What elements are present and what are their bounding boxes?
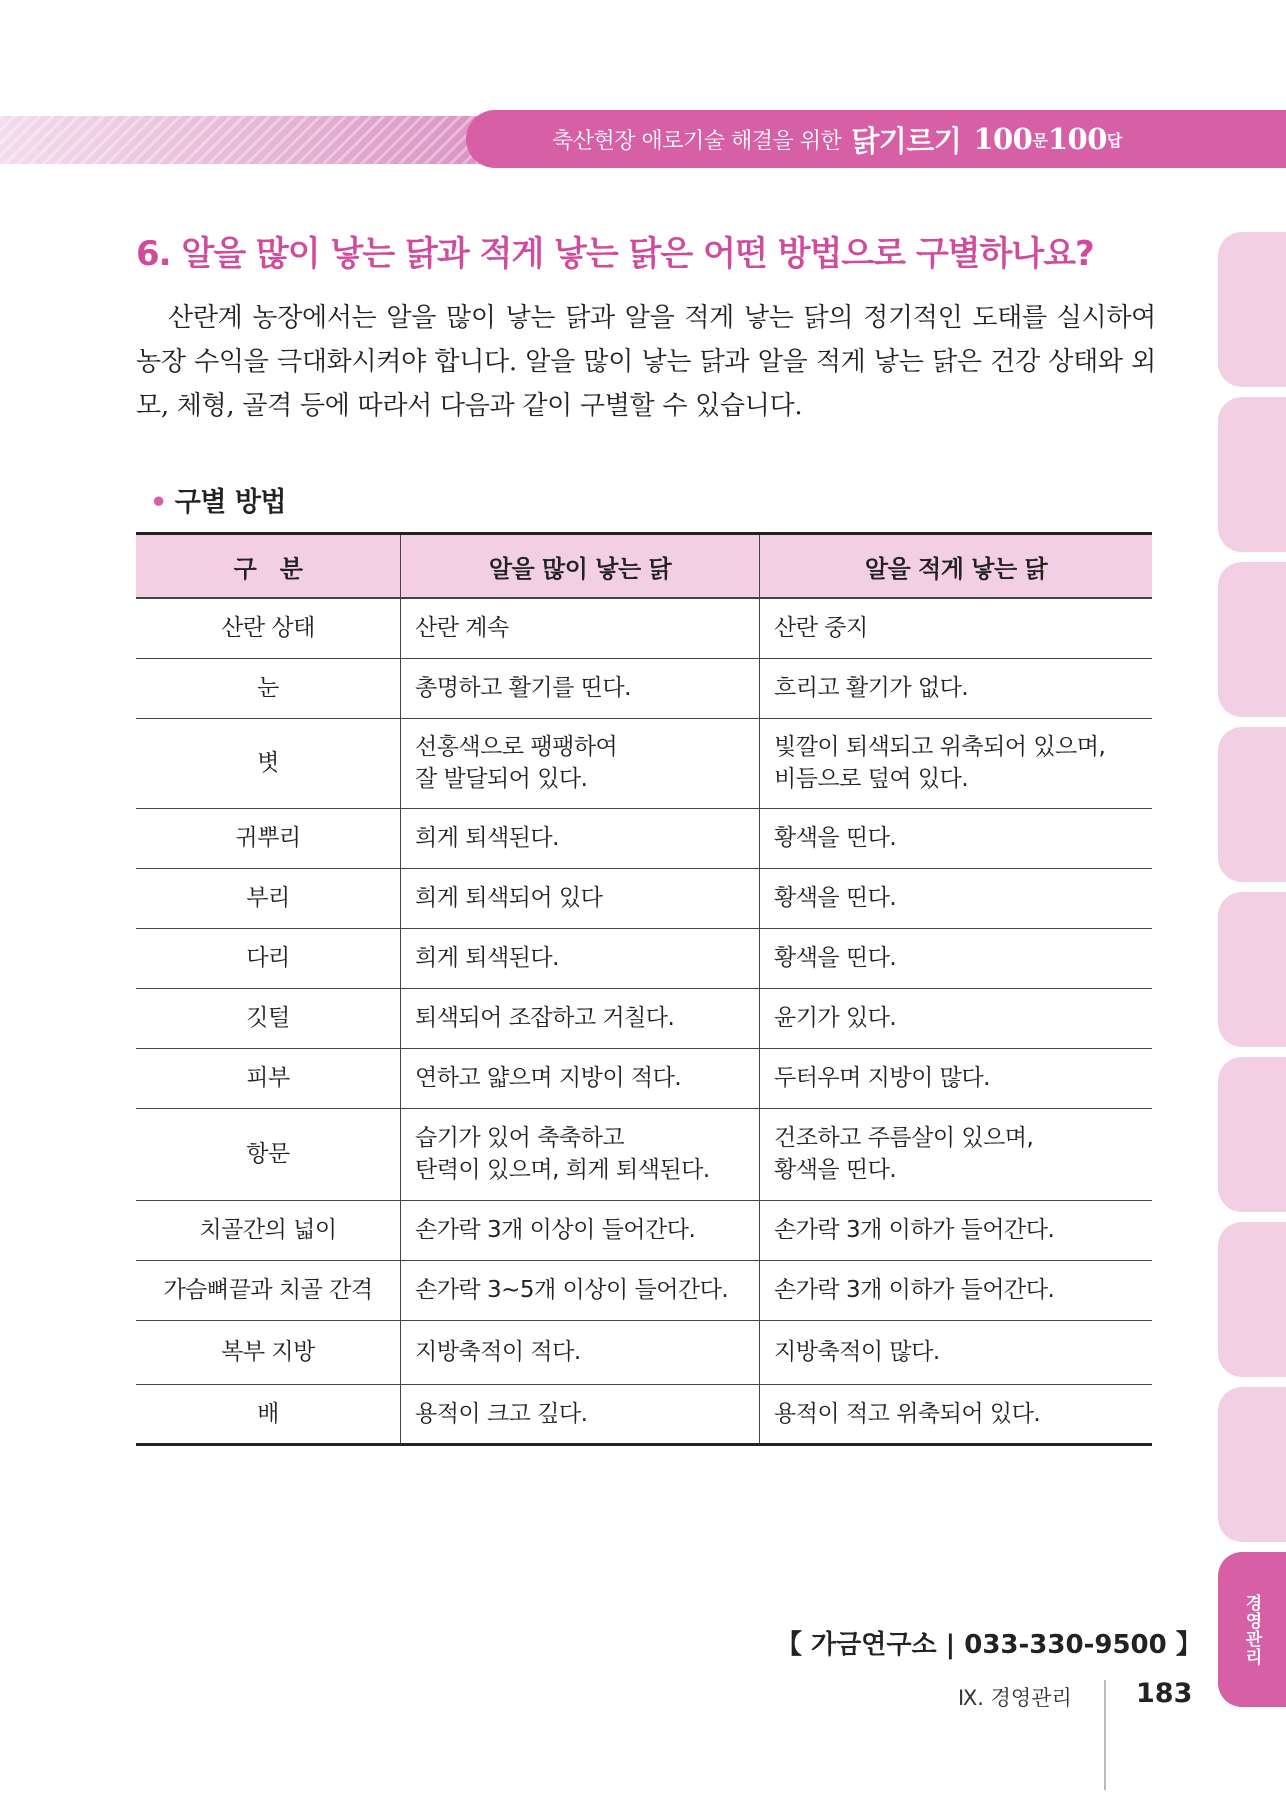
running-header — [466, 110, 1286, 168]
cell-high: 희게 퇴색된다. — [401, 928, 760, 988]
cell-low: 산란 중지 — [760, 598, 1153, 658]
row-category: 복부 지방 — [136, 1320, 401, 1384]
header-stripe-decoration — [0, 116, 520, 164]
header-subtitle: 축산현장 애로기술 해결을 위한 — [552, 128, 842, 154]
cell-high: 희게 퇴색된다. — [401, 808, 760, 868]
header-count-2-suffix: 답 — [1106, 130, 1123, 150]
cell-low: 손가락 3개 이하가 들어간다. — [760, 1260, 1153, 1320]
table-row — [136, 868, 1152, 928]
cell-high: 총명하고 활기를 띤다. — [401, 658, 760, 718]
cell-high: 습기가 있어 축축하고 탄력이 있으며, 희게 퇴색된다. — [401, 1108, 760, 1200]
chapter-tab-label: 경영관리 — [1241, 1593, 1262, 1666]
chapter-label: Ⅸ. 경영관리 — [958, 1686, 1072, 1710]
table-row — [136, 718, 1152, 808]
chapter-tab[interactable] — [1218, 1057, 1286, 1212]
cell-high: 손가락 3개 이상이 들어간다. — [401, 1200, 760, 1260]
cell-high: 희게 퇴색되어 있다 — [401, 868, 760, 928]
cell-high: 지방축적이 적다. — [401, 1320, 760, 1384]
table-row — [136, 988, 1152, 1048]
cell-low: 용적이 적고 위축되어 있다. — [760, 1384, 1153, 1444]
chapter-tab[interactable] — [1218, 727, 1286, 882]
table-row — [136, 808, 1152, 868]
contact-info: 【 가금연구소 | 033-330-9500 】 — [776, 1630, 1202, 1660]
row-category: 귀뿌리 — [136, 808, 401, 868]
chapter-tab[interactable] — [1218, 892, 1286, 1047]
row-category: 산란 상태 — [136, 598, 401, 658]
cell-low: 건조하고 주름살이 있으며, 황색을 띤다. — [760, 1108, 1153, 1200]
row-category: 눈 — [136, 658, 401, 718]
section-heading — [150, 480, 286, 519]
cell-high: 손가락 3~5개 이상이 들어간다. — [401, 1260, 760, 1320]
footer-divider — [1104, 1680, 1106, 1790]
page-number: 183 — [1136, 1678, 1193, 1709]
header-count-2: 100 — [1047, 122, 1107, 156]
column-header-low-layer: 알을 적게 낳는 닭 — [760, 534, 1153, 599]
comparison-table — [136, 532, 1152, 1446]
cell-high: 산란 계속 — [401, 598, 760, 658]
table-row — [136, 1320, 1152, 1384]
cell-high: 용적이 크고 깊다. — [401, 1384, 760, 1444]
chapter-tab[interactable] — [1218, 1387, 1286, 1542]
cell-low: 황색을 띤다. — [760, 808, 1153, 868]
intro-paragraph: 산란계 농장에서는 알을 많이 낳는 닭과 알을 적게 낳는 닭의 정기적인 도태를 실시하여 농장 수익을 극대화시켜야 합니다. 알을 많이 낳는 닭과 알을 적게 낳는 닭은 건강 상태와 외모, 체형, 골격 등에 따라서 다음과 같이 구별할 수 있습니다. — [136, 303, 1156, 421]
bullet-icon: • — [150, 487, 167, 518]
column-header-category: 구 분 — [136, 534, 401, 599]
row-category: 가슴뼈끝과 치골 간격 — [136, 1260, 401, 1320]
chapter-tab[interactable] — [1218, 1222, 1286, 1377]
cell-low: 윤기가 있다. — [760, 988, 1153, 1048]
cell-high: 연하고 얇으며 지방이 적다. — [401, 1048, 760, 1108]
row-category: 볏 — [136, 718, 401, 808]
header-count-1: 100 — [973, 122, 1033, 156]
cell-low: 황색을 띤다. — [760, 868, 1153, 928]
row-category: 배 — [136, 1384, 401, 1444]
row-category: 다리 — [136, 928, 401, 988]
cell-low: 손가락 3개 이하가 들어간다. — [760, 1200, 1153, 1260]
row-category: 항문 — [136, 1108, 401, 1200]
table-row — [136, 1200, 1152, 1260]
table-header-row — [136, 534, 1152, 599]
cell-high: 퇴색되어 조잡하고 거칠다. — [401, 988, 760, 1048]
section-heading-text: 구별 방법 — [174, 487, 286, 518]
table-row — [136, 928, 1152, 988]
header-count-1-suffix: 문 — [1032, 130, 1048, 150]
row-category: 피부 — [136, 1048, 401, 1108]
chapter-tab[interactable] — [1218, 232, 1286, 387]
table-row — [136, 598, 1152, 658]
header-book-title: 닭기르기 — [851, 123, 962, 158]
table-row — [136, 1384, 1152, 1444]
chapter-tabs — [1218, 232, 1286, 1717]
column-header-high-layer: 알을 많이 낳는 닭 — [401, 534, 760, 599]
cell-high: 선홍색으로 팽팽하여 잘 발달되어 있다. — [401, 718, 760, 808]
cell-low: 지방축적이 많다. — [760, 1320, 1153, 1384]
chapter-tab-active[interactable] — [1218, 1552, 1286, 1707]
cell-low: 흐리고 활기가 없다. — [760, 658, 1153, 718]
chapter-tab[interactable] — [1218, 562, 1286, 717]
table-row — [136, 1108, 1152, 1200]
table-row — [136, 1048, 1152, 1108]
cell-low: 황색을 띤다. — [760, 928, 1153, 988]
table-row — [136, 1260, 1152, 1320]
row-category: 치골간의 넓이 — [136, 1200, 401, 1260]
row-category: 깃털 — [136, 988, 401, 1048]
table-row — [136, 658, 1152, 718]
chapter-tab[interactable] — [1218, 397, 1286, 552]
cell-low: 두터우며 지방이 많다. — [760, 1048, 1153, 1108]
question-title: 6. 알을 많이 낳는 닭과 적게 낳는 닭은 어떤 방법으로 구별하나요? — [136, 234, 1094, 274]
cell-low: 빛깔이 퇴색되고 위축되어 있으며, 비듬으로 덮여 있다. — [760, 718, 1153, 808]
row-category: 부리 — [136, 868, 401, 928]
